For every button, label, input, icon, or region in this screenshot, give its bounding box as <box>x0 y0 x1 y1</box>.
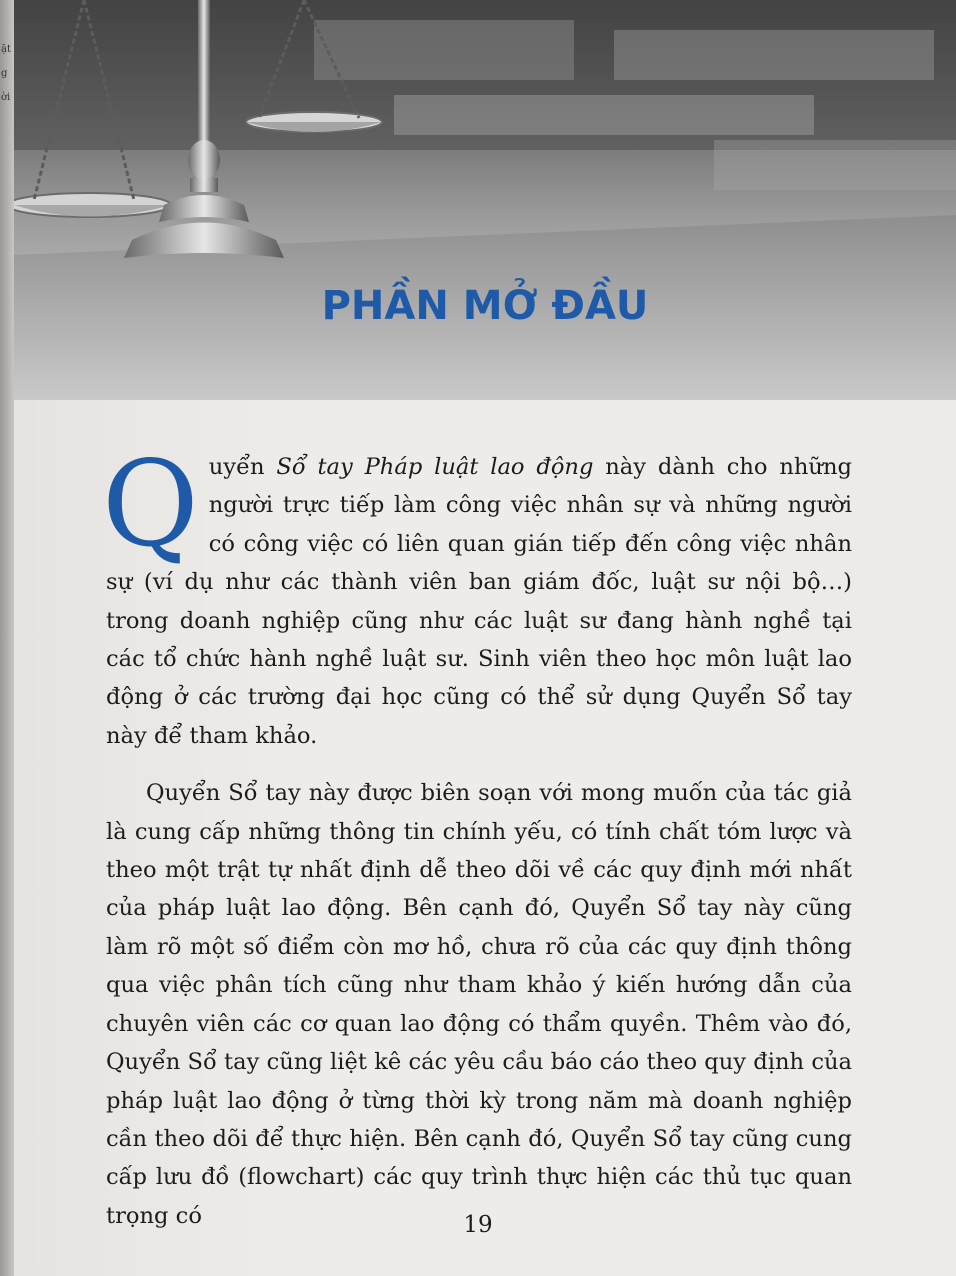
paragraph-1-start: uyển <box>208 454 277 480</box>
paragraph-2: Quyển Sổ tay này được biên soạn với mong muốn của tác giả là cung cấp những thông tin chính yếu, có tính chất tóm lược và theo một trật tự nhất định dễ theo dõi về các quy định mới nhất của pháp luật lao động. Bên cạnh đó, Quyển Sổ tay này cũng làm rõ một số điểm còn mơ hồ, chưa rõ của các quy định thông qua việc phân tích cũng như tham khảo ý kiến hướng dẫn của chuyên viên các cơ quan lao động có thẩm quyền. Thêm vào đó, Quyển Sổ tay cũng liệt kê các yêu cầu báo cáo theo quy định của pháp luật lao động ở từng thời kỳ trong năm mà doanh nghiệp cần theo dõi để thực hiện. Bên cạnh đó, Quyển Sổ tay cũng cung cấp lưu đồ (flowchart) các quy trình thực hiện các thủ tục quan trọng có <box>106 780 852 1229</box>
book-title-italic: Sổ tay Pháp luật lao động <box>276 454 594 480</box>
previous-page-edge <box>0 0 14 1276</box>
page-number: 19 <box>463 1212 493 1238</box>
header-photo-scales-of-justice <box>14 0 956 400</box>
paragraph-1-rest: này dành cho những người trực tiếp làm công việc nhân sự và những người có công việc có liên quan gián tiếp đến công việc nhân sự (ví dụ như các thành viên ban giám đốc, luật sư nội bộ…) trong doanh nghiệp cũng như các luật sư đang hành nghề tại các tổ chức hành nghề luật sư. Sinh viên theo học môn luật lao động ở các trường đại học cũng có thể sử dụng Quyển Sổ tay này để tham khảo. <box>106 454 853 749</box>
body-text <box>102 435 853 1235</box>
previous-page-edge-letters: ặt g ời <box>1 44 11 103</box>
dropcap-letter: Q <box>102 435 199 573</box>
paragraph-1 <box>102 435 853 755</box>
page-title: PHẦN MỞ ĐẦU <box>321 283 649 329</box>
scales-of-justice-illustration <box>14 0 956 400</box>
